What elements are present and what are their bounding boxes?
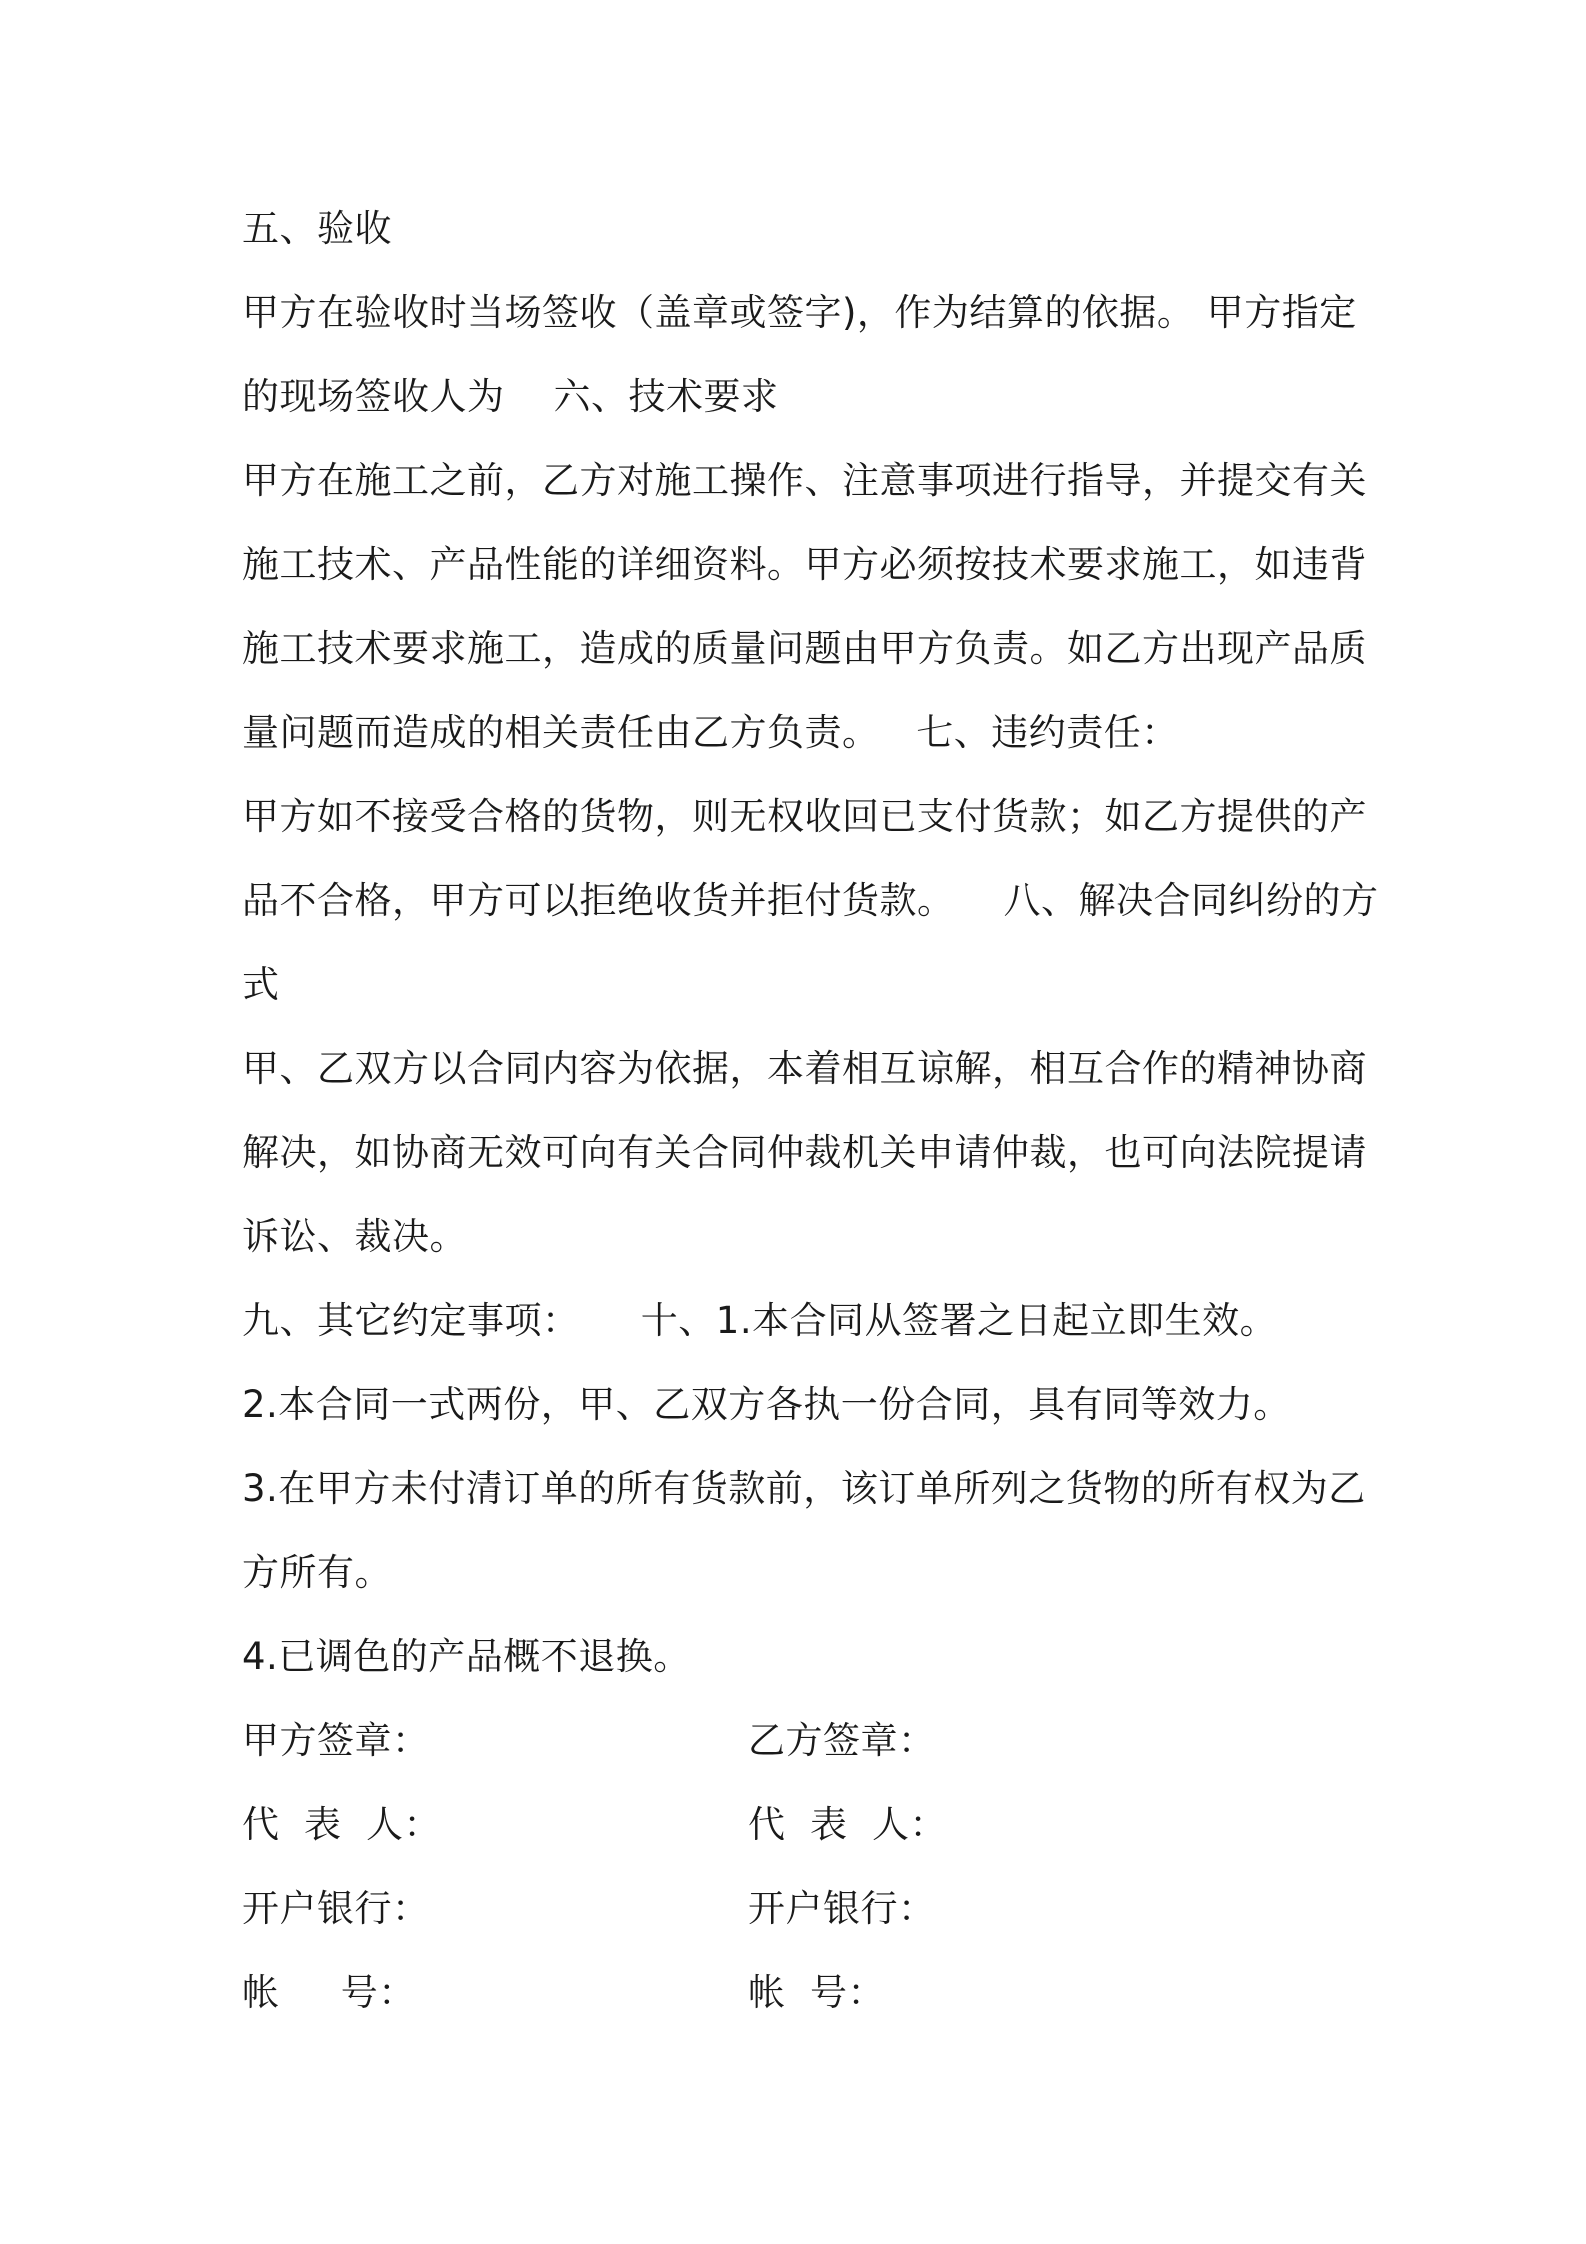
paragraph-line: 方所有。 (242, 1551, 392, 1594)
paragraph-line: 式 (242, 963, 280, 1006)
paragraph-line: 解决，如协商无效可向有关合同仲裁机关申请仲裁，也可向法院提请 (242, 1131, 1367, 1174)
paragraph-line: 2.本合同一式两份，甲、乙双方各执一份合同，具有同等效力。 (242, 1383, 1291, 1426)
paragraph-line: 施工技术、产品性能的详细资料。甲方必须按技术要求施工，如违背 (242, 543, 1367, 586)
paragraph-line: 量问题而造成的相关责任由乙方负责。 七、违约责任： (242, 711, 1179, 754)
paragraph-line: 诉讼、裁决。 (242, 1215, 467, 1258)
party-b-account-label: 帐 号： (748, 1971, 886, 2014)
party-a-bank-label: 开户银行： (242, 1887, 430, 1930)
party-a-representative-label: 代 表 人： (242, 1803, 442, 1846)
party-b-bank-label: 开户银行： (748, 1887, 936, 1930)
paragraph-line: 九、其它约定事项： 十、1.本合同从签署之日起立即生效。 (242, 1299, 1278, 1342)
section-heading-acceptance: 五、验收 (242, 207, 392, 250)
paragraph-line: 甲方如不接受合格的货物，则无权收回已支付货款；如乙方提供的产 (242, 795, 1367, 838)
paragraph-line: 品不合格，甲方可以拒绝收货并拒付货款。 八、解决合同纠纷的方 (242, 879, 1379, 922)
party-b-signature-label: 乙方签章： (748, 1719, 936, 1762)
paragraph-line: 施工技术要求施工，造成的质量问题由甲方负责。如乙方出现产品质 (242, 627, 1367, 670)
paragraph-line: 甲方在验收时当场签收（盖章或签字)，作为结算的依据。 甲方指定 (242, 291, 1357, 334)
paragraph-line: 的现场签收人为 六、技术要求 (242, 375, 779, 418)
party-a-account-label: 帐 号： (242, 1971, 416, 2014)
paragraph-line: 甲方在施工之前，乙方对施工操作、注意事项进行指导，并提交有关 (242, 459, 1367, 502)
party-a-signature-label: 甲方签章： (242, 1719, 430, 1762)
paragraph-line: 3.在甲方未付清订单的所有货款前，该订单所列之货物的所有权为乙 (242, 1467, 1366, 1510)
paragraph-line: 4.已调色的产品概不退换。 (242, 1635, 691, 1678)
paragraph-line: 甲、乙双方以合同内容为依据，本着相互谅解，相互合作的精神协商 (242, 1047, 1367, 1090)
party-b-representative-label: 代 表 人： (748, 1803, 948, 1846)
